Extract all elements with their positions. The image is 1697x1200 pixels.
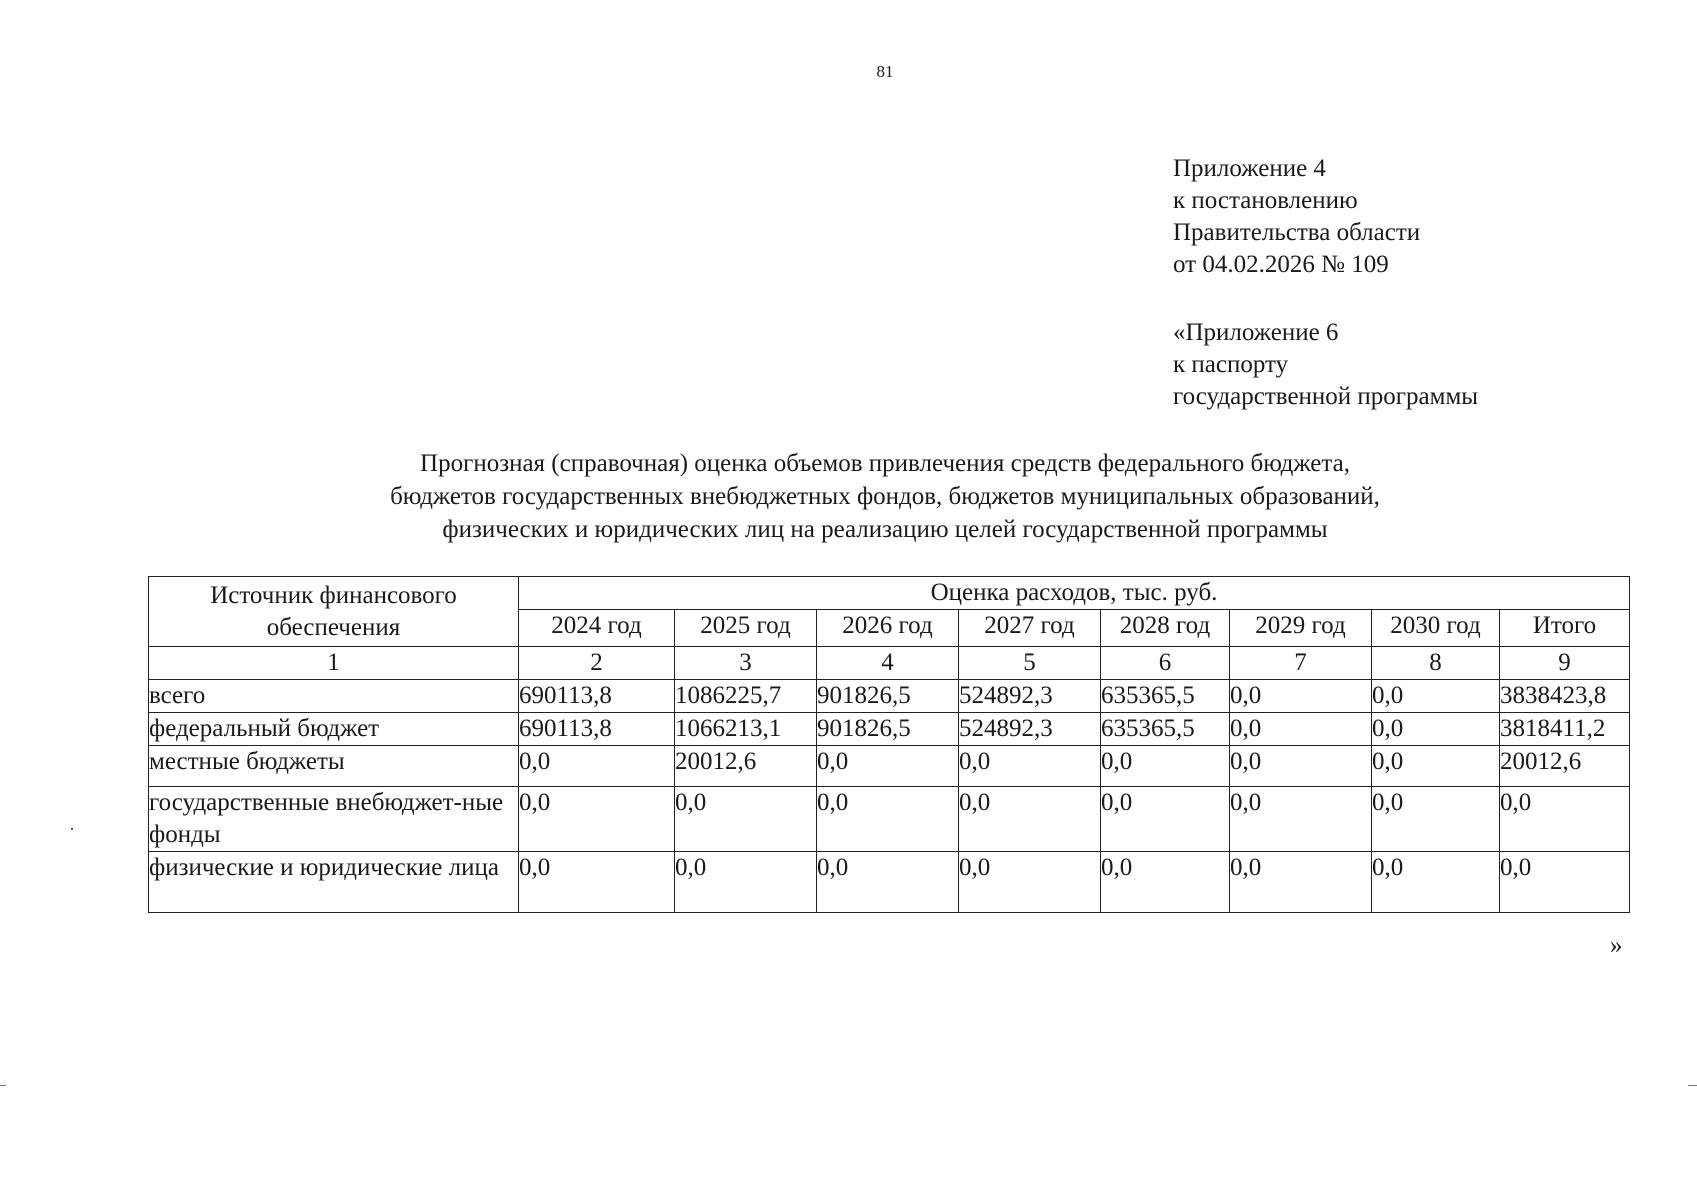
value-cell: 0,0 (1372, 713, 1500, 746)
column-number-cell: 1 (149, 647, 519, 680)
scan-edge-mark-right (1688, 1085, 1697, 1086)
value-cell: 0,0 (959, 852, 1101, 913)
value-cell: 0,0 (1230, 787, 1372, 852)
value-cell: 20012,6 (675, 746, 817, 787)
value-cell: 0,0 (1372, 787, 1500, 852)
closing-quote: » (1610, 932, 1623, 959)
value-cell: 0,0 (959, 746, 1101, 787)
value-cell: 0,0 (1230, 746, 1372, 787)
value-cell: 0,0 (1500, 852, 1630, 913)
value-cell: 20012,6 (1500, 746, 1630, 787)
appendix-4-line: Правительства области (1173, 219, 1421, 246)
year-header-cell: Итого (1500, 610, 1630, 647)
source-cell: всего (149, 680, 519, 713)
appendix-6-line: государственной программы (1173, 383, 1479, 410)
column-number-cell: 7 (1230, 647, 1372, 680)
value-cell: 0,0 (1372, 852, 1500, 913)
value-cell: 0,0 (519, 746, 675, 787)
year-header-cell: 2024 год (519, 610, 675, 647)
page-number: 81 (876, 62, 894, 81)
source-header-cell: Источник финансового обеспечения (149, 577, 519, 647)
financing-table (148, 576, 1630, 913)
value-cell: 0,0 (1230, 713, 1372, 746)
table-row (149, 852, 1630, 913)
document-title-line: физических и юридических лиц на реализацию целей государственной программы (442, 516, 1328, 543)
source-cell: федеральный бюджет (149, 713, 519, 746)
value-cell: 0,0 (519, 852, 675, 913)
table-row (149, 787, 1630, 852)
value-cell: 901826,5 (817, 713, 959, 746)
appendix-4-line: к постановлению (1173, 187, 1358, 214)
appendix-6-line: к паспорту (1173, 351, 1289, 378)
table-row (149, 713, 1630, 746)
value-cell: 3838423,8 (1500, 680, 1630, 713)
appendix-4-line: Приложение 4 (1173, 155, 1326, 182)
column-number-cell: 5 (959, 647, 1101, 680)
value-cell: 0,0 (817, 852, 959, 913)
source-cell: государственные внебюджет-ные фонды (149, 787, 519, 852)
value-cell: 524892,3 (959, 680, 1101, 713)
value-cell: 0,0 (1500, 787, 1630, 852)
appendix-4-header (1173, 153, 1633, 281)
value-cell: 0,0 (519, 787, 675, 852)
value-cell: 0,0 (1372, 746, 1500, 787)
column-number-cell: 9 (1500, 647, 1630, 680)
appendix-6-header (1173, 317, 1633, 413)
column-number-cell: 6 (1101, 647, 1230, 680)
value-cell: 1086225,7 (675, 680, 817, 713)
column-number-cell: 2 (519, 647, 675, 680)
value-cell: 524892,3 (959, 713, 1101, 746)
value-cell: 0,0 (1101, 787, 1230, 852)
value-cell: 3818411,2 (1500, 713, 1630, 746)
value-cell: 0,0 (1101, 746, 1230, 787)
document-title-line: бюджетов государственных внебюджетных фондов, бюджетов муниципальных образований, (390, 483, 1380, 510)
column-number-cell: 4 (817, 647, 959, 680)
estimate-header-cell: Оценка расходов, тыс. руб. (519, 577, 1630, 610)
value-cell: 0,0 (1230, 852, 1372, 913)
scan-dot-mark (71, 828, 73, 830)
document-title-line: Прогнозная (справочная) оценка объемов привлечения средств федерального бюджета, (420, 450, 1350, 477)
document-title (150, 447, 1620, 546)
value-cell: 0,0 (1230, 680, 1372, 713)
column-number-cell: 8 (1372, 647, 1500, 680)
year-header-cell: 2025 год (675, 610, 817, 647)
value-cell: 0,0 (675, 787, 817, 852)
year-header-cell: 2026 год (817, 610, 959, 647)
value-cell: 901826,5 (817, 680, 959, 713)
year-header-cell: 2029 год (1230, 610, 1372, 647)
value-cell: 635365,5 (1101, 713, 1230, 746)
source-cell: физические и юридические лица (149, 852, 519, 913)
year-header-cell: 2027 год (959, 610, 1101, 647)
value-cell: 690113,8 (519, 680, 675, 713)
value-cell: 0,0 (817, 787, 959, 852)
value-cell: 0,0 (817, 746, 959, 787)
appendix-4-line: от 04.02.2026 № 109 (1173, 251, 1389, 278)
value-cell: 1066213,1 (675, 713, 817, 746)
value-cell: 0,0 (1372, 680, 1500, 713)
table-row (149, 680, 1630, 713)
column-number-cell: 3 (675, 647, 817, 680)
value-cell: 0,0 (675, 852, 817, 913)
scan-edge-mark-left (0, 1085, 6, 1086)
value-cell: 0,0 (959, 787, 1101, 852)
table-row (149, 746, 1630, 787)
year-header-cell: 2030 год (1372, 610, 1500, 647)
value-cell: 635365,5 (1101, 680, 1230, 713)
value-cell: 690113,8 (519, 713, 675, 746)
appendix-6-line: «Приложение 6 (1173, 319, 1339, 346)
year-header-cell: 2028 год (1101, 610, 1230, 647)
source-cell: местные бюджеты (149, 746, 519, 787)
value-cell: 0,0 (1101, 852, 1230, 913)
